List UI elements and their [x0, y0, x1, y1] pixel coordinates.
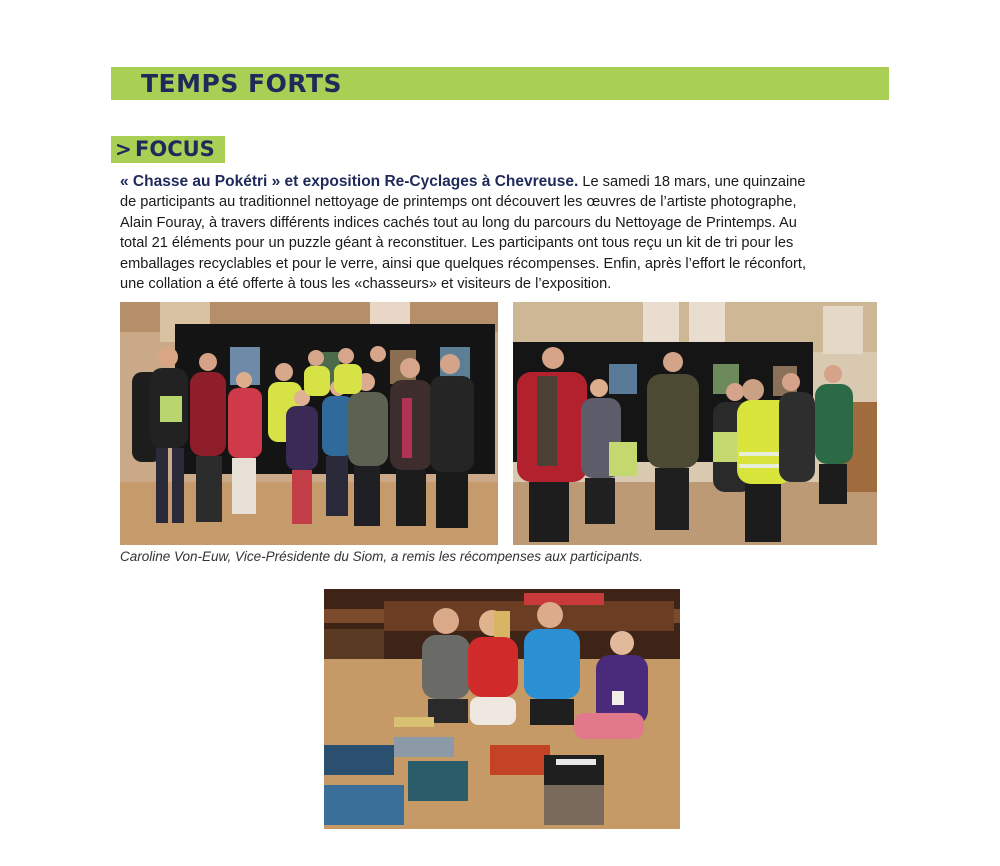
banner-title: TEMPS FORTS [141, 69, 343, 98]
article-body: Le samedi 18 mars, une quinzaine de participants au traditionnel nettoyage de printemps ont découvert les œuvres de l’artiste photographe, Alain Fouray, à travers différents indices cachés tout au long du parcours du Nettoyage de Printemps. Au total 21 éléments pour un puzzle géant à reconstituer. Les participants ont tous reçu un kit de tri pour les emballages recyclables et pour le verre, ainsi que quelques récompenses. Enfin, après l’effort le réconfort, une collation a été offerte à tous les «chasseurs» et visiteurs de l’exposition. [120, 174, 807, 293]
group-photo-exhibition [120, 302, 498, 545]
article-lead: « Chasse au Pokétri » et exposition Re-Cyclages à Chevreuse. [120, 173, 579, 190]
article-text [120, 172, 820, 294]
chevron-right-icon: > [115, 137, 132, 161]
section-banner [111, 67, 889, 100]
visitors-photo-hall [513, 302, 877, 545]
photo-caption: Caroline Von-Euw, Vice-Présidente du Siom, a remis les récompenses aux participants. [120, 549, 643, 564]
children-puzzle-photo [324, 589, 680, 829]
focus-heading [111, 136, 225, 163]
focus-title: FOCUS [135, 137, 215, 161]
